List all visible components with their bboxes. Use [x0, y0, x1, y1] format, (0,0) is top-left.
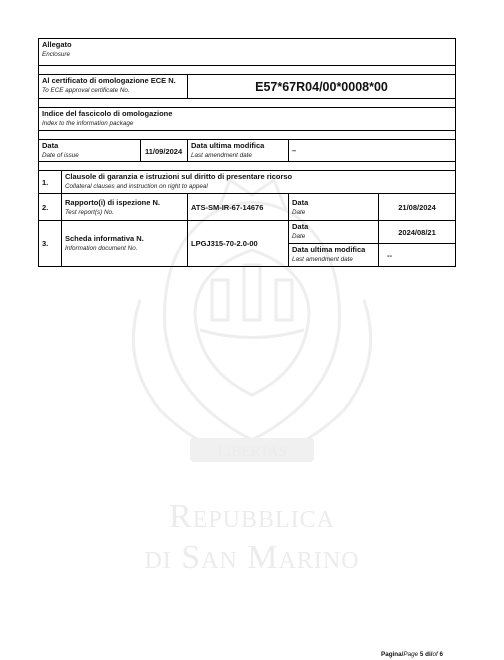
index-row — [39, 108, 456, 131]
issue-date-label-en: Date of issue — [42, 152, 79, 159]
item-amend-label-en: Last amendment date — [292, 256, 353, 263]
issue-date-label: Data — [42, 141, 59, 150]
index-item-1 — [39, 171, 456, 194]
item-amend-value: -- — [379, 244, 456, 267]
item-title-en: Collateral clauses and instruction on right to appeal — [65, 183, 208, 190]
item-date-label-en: Date — [292, 233, 306, 240]
index-label: Indice del fascicolo di omologazione — [42, 109, 173, 118]
issue-date-value: 11/09/2024 — [145, 147, 183, 156]
item-date-value: 2024/08/21 — [379, 221, 456, 244]
page-word-en: Page — [403, 651, 419, 658]
page-total: 6 — [439, 651, 444, 658]
item-title: Rapporto(i) di ispezione N. — [65, 197, 160, 207]
item-date-label: Data — [292, 197, 309, 207]
item-date-value: 21/08/2024 — [379, 194, 456, 221]
certificate-row — [39, 75, 456, 99]
item-number: 2. — [39, 194, 62, 221]
watermark-line2: di San Marino — [144, 539, 360, 576]
index-label-en: Index to the information package — [42, 120, 134, 127]
watermark-line1: Repubblica — [168, 498, 336, 535]
annex-header-row — [39, 39, 456, 66]
item-date-label: Data — [292, 222, 309, 231]
of-word: di/ — [425, 651, 433, 658]
item-number: 3. — [39, 221, 62, 267]
item-title-en: Information document No. — [65, 245, 138, 252]
annex-form — [38, 38, 455, 267]
amend-date-label-en: Last amendment date — [191, 152, 252, 159]
index-item-3 — [39, 221, 456, 244]
item-number: 1. — [39, 171, 62, 194]
test-report-number: ATS-SM-IR-67-14676 — [188, 194, 289, 221]
page-footer — [381, 651, 443, 658]
annex-label: Allegato — [42, 40, 72, 49]
information-document-number: LPGJ315-70-2.0-00 — [188, 221, 289, 267]
certificate-label-en: To ECE approval certificate No. — [42, 87, 130, 94]
item-date-label-en: Date — [292, 208, 306, 216]
item-title: Clausole di garanzia e istruzioni sul diritto di presentare ricorso — [65, 172, 293, 181]
watermark-motto: LIBERTAS — [217, 444, 287, 460]
index-item-2 — [39, 194, 456, 221]
of-word-en: of — [432, 651, 438, 658]
annex-table — [38, 38, 456, 267]
item-title-en: Test report(s) No. — [65, 208, 114, 216]
page-current: 5 — [419, 651, 424, 658]
certificate-label: Al certificato di omologazione ECE N. — [42, 76, 176, 85]
amend-date-value: – — [289, 140, 456, 162]
item-title: Scheda informativa N. — [65, 234, 144, 243]
item-amend-label: Data ultima modifica — [292, 245, 366, 254]
certificate-number: E57*67R04/00*0008*00 — [188, 75, 456, 99]
annex-label-en: Enclosure — [42, 51, 71, 58]
amend-date-label: Data ultima modifica — [191, 141, 265, 150]
dates-row — [39, 140, 456, 162]
page-word: Pagina/ — [381, 651, 404, 658]
